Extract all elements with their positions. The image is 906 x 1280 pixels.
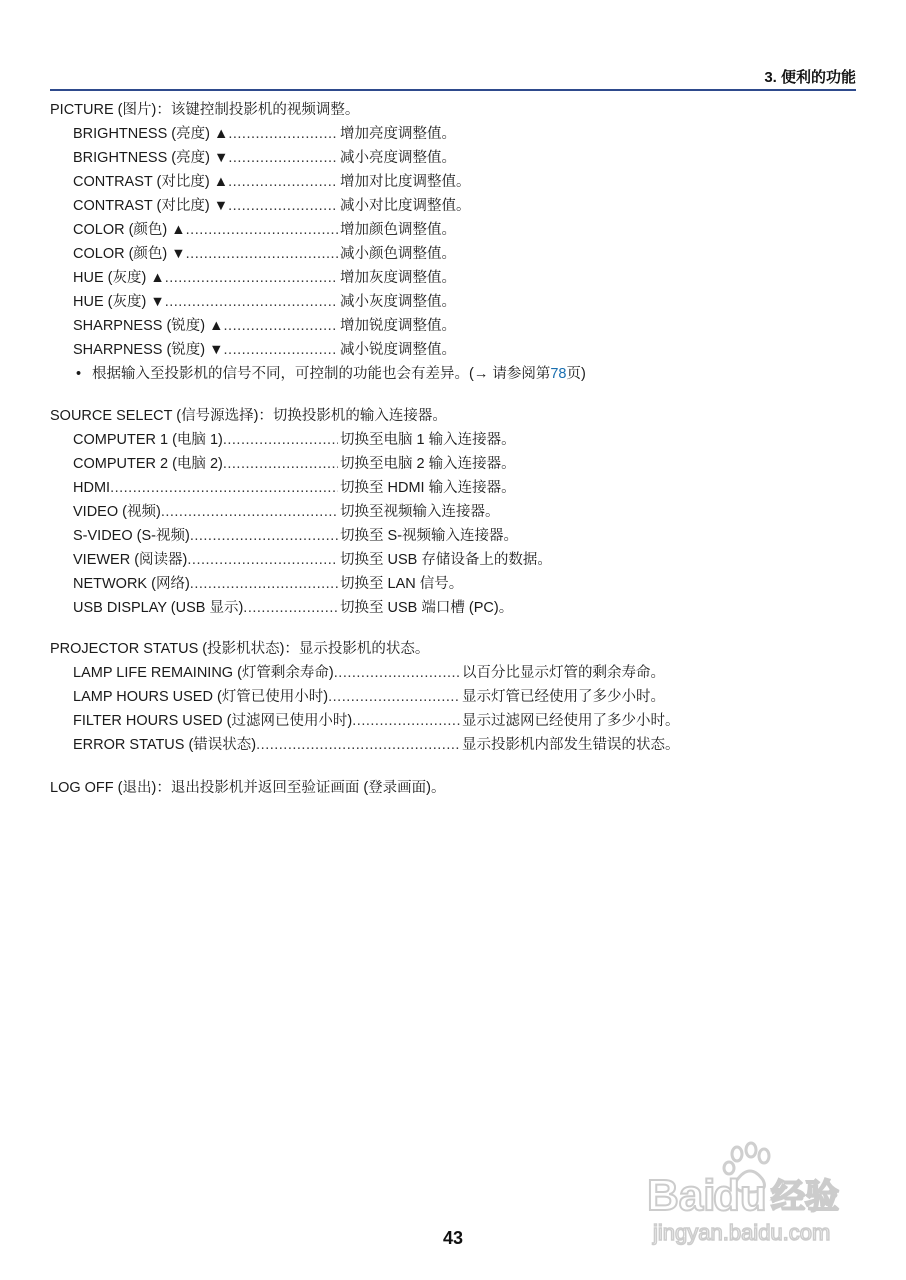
leader-dots xyxy=(224,314,338,338)
item-label: LAMP LIFE REMAINING (灯管剩余寿命) xyxy=(73,665,334,681)
list-item xyxy=(50,314,850,338)
list-item xyxy=(50,661,850,685)
list-item xyxy=(50,685,850,709)
item-description: 减小亮度调整值。 xyxy=(340,150,456,166)
list-item xyxy=(50,428,850,452)
item-label: SHARPNESS (锐度) ▲ xyxy=(73,318,224,334)
leader-dots xyxy=(190,572,338,596)
list-item xyxy=(50,452,850,476)
item-label: USB DISPLAY (USB 显示) xyxy=(73,600,244,616)
item-description: 减小颜色调整值。 xyxy=(340,246,456,262)
leader-dots xyxy=(256,733,460,757)
projector-status-section xyxy=(50,637,850,757)
leader-dots xyxy=(243,596,338,620)
header-rule xyxy=(50,89,856,91)
watermark-url: jingyan.baidu.com xyxy=(653,1220,831,1245)
leader-dots xyxy=(186,218,338,242)
item-description: 增加颜色调整值。 xyxy=(340,222,456,238)
item-label: HUE (灰度) ▲ xyxy=(73,270,165,286)
item-description: 增加锐度调整值。 xyxy=(340,318,456,334)
chapter-header: 3. 便利的功能 xyxy=(764,69,856,86)
note-suffix: 页) xyxy=(566,366,586,382)
list-item xyxy=(50,524,850,548)
page-link[interactable]: 78 xyxy=(550,366,567,382)
bullet-icon: • xyxy=(76,366,82,382)
leader-dots xyxy=(334,661,460,685)
list-item xyxy=(50,596,850,620)
item-label: ERROR STATUS (错误状态) xyxy=(73,737,257,753)
item-description: 切换至 S-视频输入连接器。 xyxy=(340,528,519,544)
log-off-title: LOG OFF (退出)：退出投影机并返回至验证画面 (登录画面)。 xyxy=(50,780,446,796)
item-label: CONTRAST (对比度) ▲ xyxy=(73,174,229,190)
item-label: SHARPNESS (锐度) ▼ xyxy=(73,342,224,358)
item-label: VIEWER (阅读器) xyxy=(73,552,188,568)
item-label: HDMI xyxy=(73,480,111,496)
list-item xyxy=(50,572,850,596)
list-item xyxy=(50,476,850,500)
item-label: COLOR (颜色) ▲ xyxy=(73,222,186,238)
leader-dots xyxy=(187,548,338,572)
list-item xyxy=(50,194,850,218)
list-item xyxy=(50,218,850,242)
leader-dots xyxy=(228,170,338,194)
item-label: COMPUTER 2 (电脑 2) xyxy=(73,456,223,472)
list-item xyxy=(50,290,850,314)
projector-status-title: PROJECTOR STATUS (投影机状态)：显示投影机的状态。 xyxy=(50,641,430,657)
projector-status-rows xyxy=(50,661,850,757)
item-description: 减小对比度调整值。 xyxy=(340,198,471,214)
item-description: 显示投影机内部发生错误的状态。 xyxy=(462,737,680,753)
item-description: 切换至 HDMI 输入连接器。 xyxy=(340,480,516,496)
item-label: FILTER HOURS USED (过滤网已使用小时) xyxy=(73,713,353,729)
item-description: 切换至 USB 端口槽 (PC)。 xyxy=(340,600,514,616)
leader-dots xyxy=(223,452,338,476)
leader-dots xyxy=(328,685,460,709)
watermark-brand: Bai xyxy=(647,1171,716,1220)
log-off-section xyxy=(50,776,850,800)
item-label: BRIGHTNESS (亮度) ▼ xyxy=(73,150,229,166)
list-item xyxy=(50,242,850,266)
picture-note xyxy=(50,362,850,386)
leader-dots xyxy=(223,428,338,452)
item-description: 减小灰度调整值。 xyxy=(340,294,456,310)
source-select-rows xyxy=(50,428,850,620)
leader-dots xyxy=(228,122,338,146)
source-select-section xyxy=(50,404,850,620)
item-description: 显示过滤网已经使用了多少小时。 xyxy=(462,713,680,729)
item-label: COMPUTER 1 (电脑 1) xyxy=(73,432,223,448)
list-item xyxy=(50,500,850,524)
item-description: 切换至电脑 1 输入连接器。 xyxy=(340,432,516,448)
leader-dots xyxy=(224,338,338,362)
item-description: 以百分比显示灯管的剩余寿命。 xyxy=(462,665,665,681)
item-label: HUE (灰度) ▼ xyxy=(73,294,165,310)
item-description: 切换至电脑 2 输入连接器。 xyxy=(340,456,516,472)
leader-dots xyxy=(190,524,338,548)
list-item xyxy=(50,266,850,290)
leader-dots xyxy=(186,242,338,266)
leader-dots xyxy=(110,476,338,500)
list-item xyxy=(50,122,850,146)
leader-dots xyxy=(165,290,338,314)
item-label: COLOR (颜色) ▼ xyxy=(73,246,186,262)
list-item xyxy=(50,733,850,757)
leader-dots xyxy=(165,266,338,290)
source-select-title: SOURCE SELECT (信号源选择)：切换投影机的输入连接器。 xyxy=(50,408,447,424)
list-item xyxy=(50,709,850,733)
watermark-brand-cn: 经验 xyxy=(771,1177,839,1217)
list-item xyxy=(50,170,850,194)
item-label: BRIGHTNESS (亮度) ▲ xyxy=(73,126,229,142)
item-description: 增加亮度调整值。 xyxy=(340,126,456,142)
item-description: 切换至 LAN 信号。 xyxy=(340,576,464,592)
picture-rows xyxy=(50,122,850,362)
item-label: CONTRAST (对比度) ▼ xyxy=(73,198,229,214)
item-description: 切换至 USB 存储设备上的数据。 xyxy=(340,552,552,568)
picture-section xyxy=(50,98,850,386)
leader-dots xyxy=(228,194,338,218)
item-description: 切换至视频输入连接器。 xyxy=(340,504,500,520)
item-label: LAMP HOURS USED (灯管已使用小时) xyxy=(73,689,329,705)
list-item xyxy=(50,146,850,170)
list-item xyxy=(50,548,850,572)
item-description: 增加对比度调整值。 xyxy=(340,174,471,190)
leader-dots xyxy=(352,709,460,733)
item-label: NETWORK (网络) xyxy=(73,576,190,592)
item-description: 减小锐度调整值。 xyxy=(340,342,456,358)
page-number: 43 xyxy=(442,1228,464,1248)
item-label: VIDEO (视频) xyxy=(73,504,161,520)
leader-dots xyxy=(228,146,338,170)
leader-dots xyxy=(161,500,338,524)
item-description: 增加灰度调整值。 xyxy=(340,270,456,286)
watermark-brand-suffix: du xyxy=(713,1171,767,1220)
list-item xyxy=(50,338,850,362)
item-label: S-VIDEO (S-视频) xyxy=(73,528,190,544)
baidu-watermark xyxy=(645,1140,865,1250)
picture-title: PICTURE (图片)：该键控制投影机的视频调整。 xyxy=(50,102,360,118)
note-text: 根据输入至投影机的信号不同，可控制的功能也会有差异。(→ 请参阅第 xyxy=(92,366,551,382)
item-description: 显示灯管已经使用了多少小时。 xyxy=(462,689,665,705)
